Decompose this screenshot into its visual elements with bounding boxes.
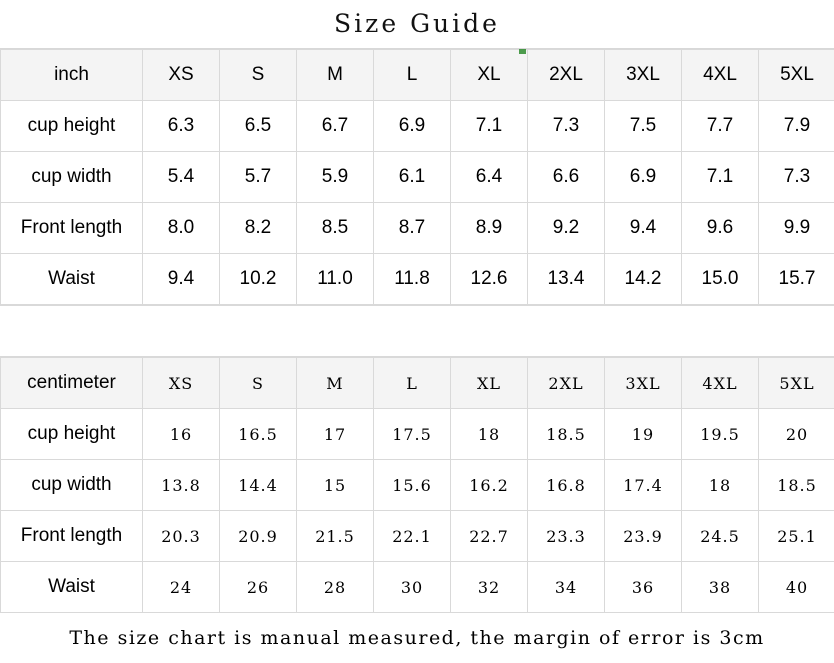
cm-front-length-3xl: 23.9 bbox=[605, 511, 682, 562]
inch-front-length-4xl: 9.6 bbox=[682, 203, 759, 254]
inch-unit-label: inch bbox=[1, 50, 143, 101]
cm-front-length-xs: 20.3 bbox=[143, 511, 220, 562]
inch-waist-4xl: 15.0 bbox=[682, 254, 759, 305]
inch-size-table bbox=[0, 49, 834, 305]
inch-cup-width-xs: 5.4 bbox=[143, 152, 220, 203]
inch-waist-s: 10.2 bbox=[220, 254, 297, 305]
cm-cup-height-l: 17.5 bbox=[374, 409, 451, 460]
cm-cup-width-2xl: 16.8 bbox=[528, 460, 605, 511]
cm-cup-width-s: 14.4 bbox=[220, 460, 297, 511]
cm-col-header-2xl: 2XL bbox=[528, 358, 605, 409]
inch-front-length-m: 8.5 bbox=[297, 203, 374, 254]
measurement-disclaimer: The size chart is manual measured, the margin of error is 3cm bbox=[0, 613, 834, 663]
inch-cup-width-3xl: 6.9 bbox=[605, 152, 682, 203]
cm-header-row bbox=[1, 358, 834, 409]
inch-front-length-5xl: 9.9 bbox=[759, 203, 834, 254]
cm-waist-l: 30 bbox=[374, 562, 451, 613]
cm-front-length-l: 22.1 bbox=[374, 511, 451, 562]
cm-waist-5xl: 40 bbox=[759, 562, 834, 613]
cm-front-length-5xl: 25.1 bbox=[759, 511, 834, 562]
cm-cup-height-4xl: 19.5 bbox=[682, 409, 759, 460]
inch-col-header-xs: XS bbox=[143, 50, 220, 101]
inch-col-header-s: S bbox=[220, 50, 297, 101]
inch-cup-width-4xl: 7.1 bbox=[682, 152, 759, 203]
cm-cup-width-5xl: 18.5 bbox=[759, 460, 834, 511]
cm-col-header-xs: XS bbox=[143, 358, 220, 409]
cm-waist-s: 26 bbox=[220, 562, 297, 613]
cm-cup-width-m: 15 bbox=[297, 460, 374, 511]
inch-waist-2xl: 13.4 bbox=[528, 254, 605, 305]
cm-cup-width-xs: 13.8 bbox=[143, 460, 220, 511]
inch-front-length-s: 8.2 bbox=[220, 203, 297, 254]
inch-cup-height-xl: 7.1 bbox=[451, 101, 528, 152]
cm-col-header-3xl: 3XL bbox=[605, 358, 682, 409]
inch-cup-height-2xl: 7.3 bbox=[528, 101, 605, 152]
table-row bbox=[1, 254, 834, 305]
inch-waist-5xl: 15.7 bbox=[759, 254, 834, 305]
inch-cup-width-2xl: 6.6 bbox=[528, 152, 605, 203]
cm-waist-xl: 32 bbox=[451, 562, 528, 613]
table-row bbox=[1, 460, 834, 511]
inch-col-header-4xl: 4XL bbox=[682, 50, 759, 101]
cm-cup-width-xl: 16.2 bbox=[451, 460, 528, 511]
cm-row-label-waist: Waist bbox=[1, 562, 143, 613]
cm-col-header-4xl: 4XL bbox=[682, 358, 759, 409]
cm-waist-xs: 24 bbox=[143, 562, 220, 613]
inch-col-header-2xl: 2XL bbox=[528, 50, 605, 101]
cm-cup-width-l: 15.6 bbox=[374, 460, 451, 511]
inch-col-header-5xl: 5XL bbox=[759, 50, 834, 101]
inch-waist-xs: 9.4 bbox=[143, 254, 220, 305]
cm-cup-height-2xl: 18.5 bbox=[528, 409, 605, 460]
inch-front-length-xs: 8.0 bbox=[143, 203, 220, 254]
cm-cup-width-3xl: 17.4 bbox=[605, 460, 682, 511]
inch-col-header-l: L bbox=[374, 50, 451, 101]
cm-row-label-cup-width: cup width bbox=[1, 460, 143, 511]
cm-waist-2xl: 34 bbox=[528, 562, 605, 613]
inch-front-length-xl: 8.9 bbox=[451, 203, 528, 254]
cm-front-length-xl: 22.7 bbox=[451, 511, 528, 562]
cm-waist-4xl: 38 bbox=[682, 562, 759, 613]
inch-row-label-cup-height: cup height bbox=[1, 101, 143, 152]
cm-cup-height-5xl: 20 bbox=[759, 409, 834, 460]
page-title: Size Guide bbox=[0, 0, 834, 49]
cm-cup-height-xs: 16 bbox=[143, 409, 220, 460]
cm-col-header-m: M bbox=[297, 358, 374, 409]
inch-cup-height-3xl: 7.5 bbox=[605, 101, 682, 152]
inch-cup-height-l: 6.9 bbox=[374, 101, 451, 152]
table-row bbox=[1, 152, 834, 203]
table-row bbox=[1, 101, 834, 152]
inch-waist-l: 11.8 bbox=[374, 254, 451, 305]
table-row bbox=[1, 409, 834, 460]
cm-row-label-cup-height: cup height bbox=[1, 409, 143, 460]
inch-front-length-3xl: 9.4 bbox=[605, 203, 682, 254]
cm-front-length-m: 21.5 bbox=[297, 511, 374, 562]
cm-cup-width-4xl: 18 bbox=[682, 460, 759, 511]
inch-cup-width-m: 5.9 bbox=[297, 152, 374, 203]
inch-row-label-waist: Waist bbox=[1, 254, 143, 305]
inch-header-row bbox=[1, 50, 834, 101]
cm-col-header-5xl: 5XL bbox=[759, 358, 834, 409]
inch-cup-width-s: 5.7 bbox=[220, 152, 297, 203]
table-row bbox=[1, 562, 834, 613]
cm-front-length-2xl: 23.3 bbox=[528, 511, 605, 562]
green-marker-icon bbox=[519, 49, 526, 54]
inch-waist-m: 11.0 bbox=[297, 254, 374, 305]
cm-cup-height-s: 16.5 bbox=[220, 409, 297, 460]
inch-waist-3xl: 14.2 bbox=[605, 254, 682, 305]
inch-cup-height-5xl: 7.9 bbox=[759, 101, 834, 152]
inch-cup-width-5xl: 7.3 bbox=[759, 152, 834, 203]
cm-front-length-s: 20.9 bbox=[220, 511, 297, 562]
inch-cup-height-4xl: 7.7 bbox=[682, 101, 759, 152]
cm-col-header-l: L bbox=[374, 358, 451, 409]
table-separator bbox=[0, 305, 834, 357]
cm-cup-height-xl: 18 bbox=[451, 409, 528, 460]
cm-front-length-4xl: 24.5 bbox=[682, 511, 759, 562]
inch-cup-width-xl: 6.4 bbox=[451, 152, 528, 203]
inch-front-length-2xl: 9.2 bbox=[528, 203, 605, 254]
inch-cup-width-l: 6.1 bbox=[374, 152, 451, 203]
inch-col-header-xl: XL bbox=[451, 50, 528, 101]
cm-unit-label: centimeter bbox=[1, 358, 143, 409]
inch-front-length-l: 8.7 bbox=[374, 203, 451, 254]
inch-cup-height-m: 6.7 bbox=[297, 101, 374, 152]
centimeter-size-table bbox=[0, 357, 834, 613]
inch-cup-height-s: 6.5 bbox=[220, 101, 297, 152]
cm-waist-m: 28 bbox=[297, 562, 374, 613]
inch-waist-xl: 12.6 bbox=[451, 254, 528, 305]
inch-col-header-3xl: 3XL bbox=[605, 50, 682, 101]
cm-waist-3xl: 36 bbox=[605, 562, 682, 613]
inch-col-header-m: M bbox=[297, 50, 374, 101]
inch-cup-height-xs: 6.3 bbox=[143, 101, 220, 152]
cm-cup-height-m: 17 bbox=[297, 409, 374, 460]
inch-row-label-cup-width: cup width bbox=[1, 152, 143, 203]
inch-row-label-front-length: Front length bbox=[1, 203, 143, 254]
cm-col-header-xl: XL bbox=[451, 358, 528, 409]
table-row bbox=[1, 511, 834, 562]
table-row bbox=[1, 203, 834, 254]
cm-row-label-front-length: Front length bbox=[1, 511, 143, 562]
cm-cup-height-3xl: 19 bbox=[605, 409, 682, 460]
cm-col-header-s: S bbox=[220, 358, 297, 409]
